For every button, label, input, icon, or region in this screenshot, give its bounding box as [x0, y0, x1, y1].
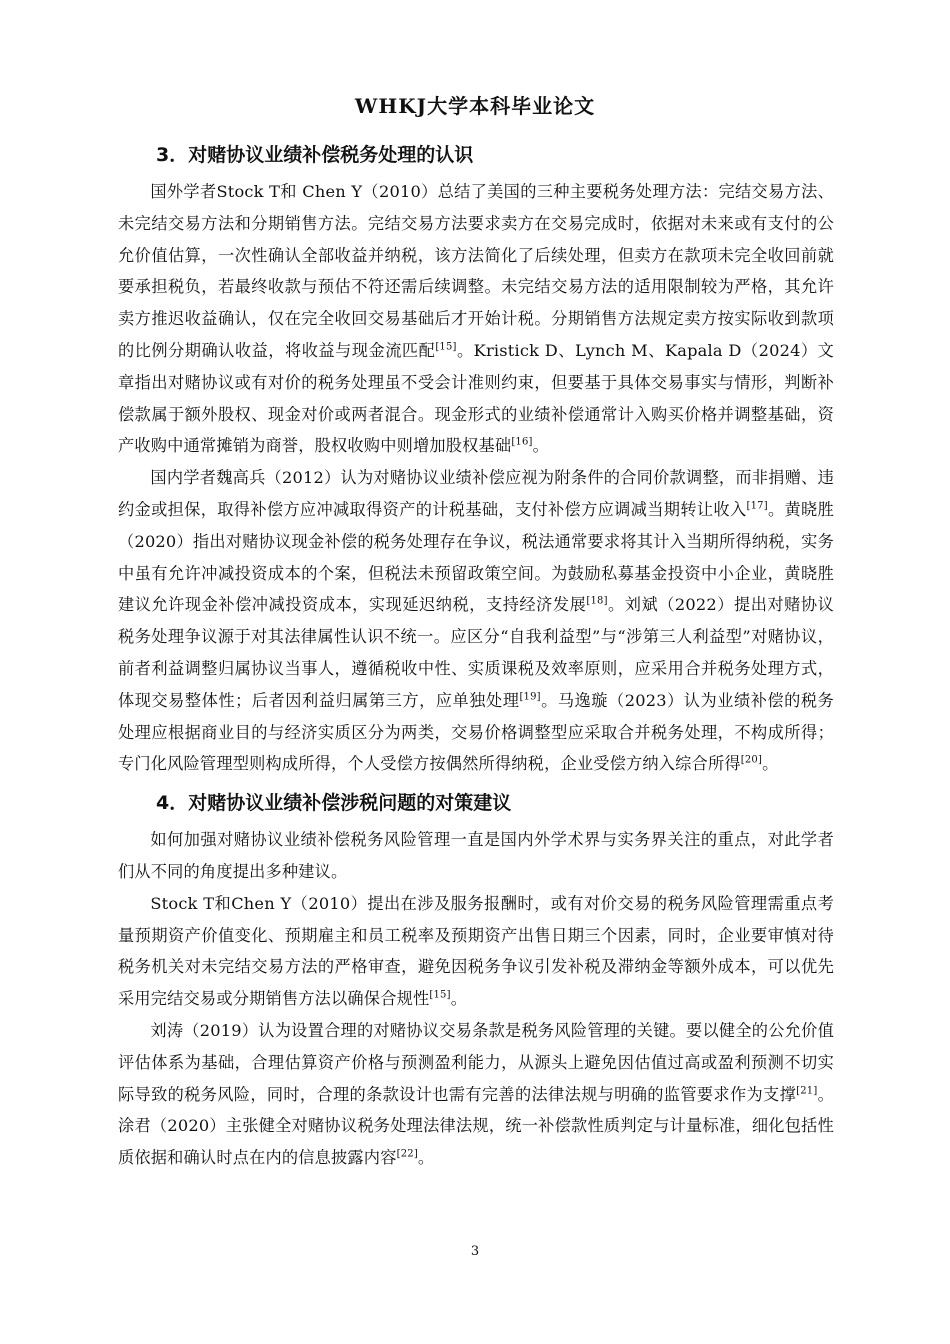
paragraph-text: 。刘斌（2022）提出对赌协议税务处理争议源于对其法律属性认识不统一。应区分“自我利益型”与“涉第三人利益型”对赌协议，前者利益调整归属协议当事人，遵循税收中性、实质课税及效率原则，应采用合并税务处理方式，体现交易整体性；后者因利益归属第三方，应单独处理: [118, 595, 834, 710]
page-header: WHKJ大学本科毕业论文: [354, 94, 596, 118]
paragraph-text: 如何加强对赌协议业绩补偿税务风险管理一直是国内外学术界与实务界关注的重点，对此学者们从不同的角度提出多种建议。: [118, 830, 834, 881]
paragraph-text: 。马逸璇（2023）认为业绩补偿的税务处理应根据商业目的与经济实质区分为两类，交易价格调整型应采取合并税务处理，不构成所得；专门化风险管理型则构成所得，个人受偿方按偶然所得纳税，企业受偿方纳入综合所得: [118, 690, 834, 774]
body-paragraph: [118, 824, 834, 888]
section-heading: 3．对赌协议业绩补偿税务处理的认识: [156, 144, 474, 166]
citation-reference: [16]: [511, 436, 533, 448]
paragraph-text: 。: [532, 436, 550, 456]
paragraph-text: 刘涛（2019）认为设置合理的对赌协议交易条款是税务风险管理的关键。要以健全的公允价值评估体系为基础，合理估算资产价格与预测盈利能力，从源头上避免因估值过高或盈利预测不切实际导致的税务风险，同时，合理的条款设计也需有完善的法律法规与明确的监管要求作为支撑: [118, 1020, 834, 1104]
citation-reference: [22]: [396, 1148, 418, 1160]
citation-reference: [15]: [429, 989, 451, 1001]
citation-reference: [17]: [746, 500, 768, 512]
citation-reference: [15]: [435, 341, 457, 353]
paragraph-text: 。Kristick D、Lynch M、Kapala D（2024）文章指出对赌协议或有对价的税务处理虽不受会计准则约束，但要基于具体交易事实与情形，判断补偿款属于额外股权、现金对价或两者混合。现金形式的业绩补偿通常计入购买价格并调整基础，资产收购中通常摊销为商誉，股权收购中则增加股权基础: [118, 340, 834, 456]
citation-reference: [19]: [519, 691, 541, 703]
paragraph-text: 。涂君（2020）主张健全对赌协议税务处理法律法规，统一补偿款性质判定与计量标准，细化包括性质依据和确认时点在内的信息披露内容: [118, 1084, 834, 1168]
section-heading: 4．对赌协议业绩补偿涉税问题的对策建议: [156, 792, 512, 815]
body-paragraph: [118, 1015, 834, 1174]
paragraph-text: 国内学者魏高兵（2012）认为对赌协议业绩补偿应视为附条件的合同价款调整，而非捐赠、违约金或担保，取得补偿方应冲减取得资产的计税基础，支付补偿方应调减当期转让收入: [118, 468, 834, 519]
citation-reference: [18]: [586, 595, 608, 607]
body-paragraph: [118, 462, 834, 780]
paragraph-text: 。: [417, 1148, 435, 1168]
paragraph-text: 。黄晓胜（2020）指出对赌协议现金补偿的税务处理存在争议，税法通常要求将其计入当期所得纳税，实务中虽有允许冲减投资成本的个案，但税法未预留政策空间。为鼓励私募基金投资中小企业，黄晓胜建议允许现金补偿冲减投资成本，实现延迟纳税，支持经济发展: [118, 499, 834, 615]
citation-reference: [20]: [740, 754, 763, 766]
citation-reference: [21]: [796, 1085, 818, 1097]
paragraph-text: 。: [762, 754, 779, 774]
paragraph-text: 。: [450, 989, 468, 1009]
paragraph-text: 国外学者Stock T和 Chen Y（2010）总结了美国的三种主要税务处理方法：完结交易方法、未完结交易方法和分期销售方法。完结交易方法要求卖方在交易完成时，依据对未来或有支付的公允价值估算，一次性确认全部收益并纳税，该方法简化了后续处理，但卖方在款项未完全收回前就要承担税负，若最终收款与预估不符还需后续调整。未完结交易方法的适用限制较为严格，其允许卖方推迟收益确认，仅在完全收回交易基础后才开始计税。分期销售方法规定卖方按实际收到款项的比例分期确认收益，将收益与现金流匹配: [118, 182, 834, 360]
body-paragraph: [118, 888, 834, 1015]
document-body: [118, 132, 834, 1174]
body-paragraph: [118, 176, 834, 462]
paragraph-text: Stock T和Chen Y（2010）提出在涉及服务报酬时，或有对价交易的税务风险管理需重点考量预期资产价值变化、预期雇主和员工税率及预期资产出售日期三个因素，同时，企业要审慎对待税务机关对未完结交易方法的严格审查，避免因税务争议引发补税及滞纳金等额外成本，可以优先采用完结交易或分期销售方法以确保合规性: [118, 893, 834, 1009]
page-number: 3: [470, 1244, 480, 1259]
